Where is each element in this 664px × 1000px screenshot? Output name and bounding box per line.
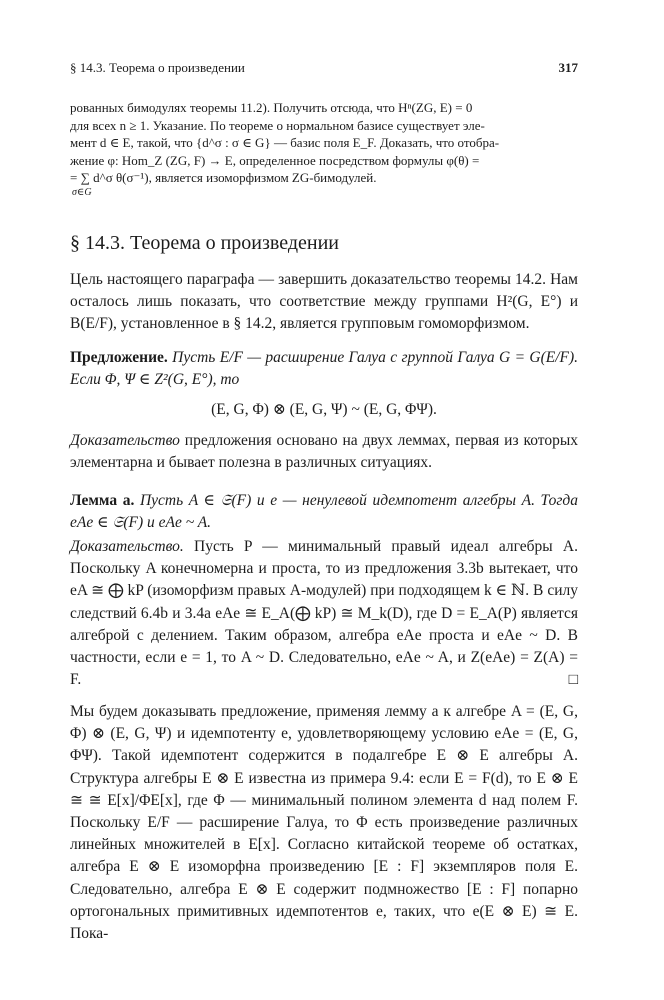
proposition	[70, 347, 578, 391]
exercise-formula-line	[70, 169, 578, 187]
section-title: § 14.3. Теорема о произведении	[70, 232, 340, 254]
sum-index: σ∈G	[72, 186, 92, 198]
proposition-label: Предложение.	[70, 349, 168, 366]
lemma	[70, 490, 578, 534]
exercise-line: для всех n ≥ 1. Указание. По теореме о нормальном базисе существует эле-	[70, 117, 485, 133]
exercise-line: мент d ∈ E, такой, что {d^σ : σ ∈ G} — базис поля E_F. Доказать, что отобра-	[70, 135, 500, 151]
page-number: 317	[558, 60, 578, 75]
proof-intro-label: Доказательство	[70, 432, 180, 449]
lemma-proof-text: Пусть P — минимальный правый идеал алгебры A. Поскольку A конечномерна и проста, то из предложения 3.3b вытекает, что eA ≅ ⨁ kP (изоморфизм правых A-модулей) при подходящем k ∈ ℕ. В силу следствий 6.4b и 3.4a eAe ≅ E_A(⨁ kP) ≅ M_k(D), где D = E_A(P) является алгеброй с делением. Таким образом, алгебра eAe проста и eAe ~ D. В частности, если e = 1, то A ~ D. Следовательно, eAe ~ A, и Z(eAe) = Z(A) = F.	[70, 538, 578, 689]
intro-paragraph: Цель настоящего параграфа — завершить доказательство теоремы 14.2. Нам осталось лишь показать, что соответствие между группами H²(G, E°) и B(E/F), установленное в § 14.2, является групповым гомоморфизмом.	[70, 271, 578, 333]
exercise-line: = ∑ d^σ θ(σ⁻¹), является изоморфизмом ZG-бимодулей.	[70, 170, 377, 186]
lemma-proof	[70, 536, 578, 691]
lemma-label: Лемма a.	[70, 492, 135, 509]
proof-intro-text: предложения основано на двух леммах, первая из которых элементарна и бывает полезна в различных ситуациях.	[70, 432, 578, 472]
exercise-line: рованных бимодулях теоремы 11.2). Получить отсюда, что Hⁿ(ZG, E) = 0	[70, 100, 473, 115]
proposition-equation: (E, G, Φ) ⊗ (E, G, Ψ) ~ (E, G, ΦΨ).	[211, 401, 437, 418]
final-paragraph: Мы будем доказывать предложение, применяя лемму a к алгебре A = (E, G, Φ) ⊗ (E, G, Ψ) и идемпотенту e, удовлетворяющему условию eAe = (E, G, ΦΨ). Такой идемпотент содержится в подалгебре E ⊗ E алгебры A. Структура алгебры E ⊗ E известна из примера 9.4: если E = F(d), то E ⊗ E ≅ ≅ E[x]/ΦE[x], где Φ — минимальный полином элемента d над полем F. Поскольку E/F — расширение Галуа, то Φ есть произведение различных линейных множителей в E[x]. Согласно китайской теореме об остатках, алгебра E ⊗ E изоморфна произведению [E : F] экземпляров поля E. Следовательно, алгебра E ⊗ E содержит подмножество [E : F] попарно ортогональных примитивных идемпотентов e, таких, что e(E ⊗ E) ≅ E. Пока-	[70, 703, 578, 943]
exercise-text	[70, 99, 578, 199]
proposition-text: Пусть E/F — расширение Галуа с группой Галуа G = G(E/F). Если Φ, Ψ ∈ Z²(G, E°), то	[70, 349, 579, 389]
running-head	[70, 60, 578, 76]
exercise-line: жение φ: Hom_Z (ZG, F) → E, определенное посредством формулы φ(θ) =	[70, 152, 480, 168]
qed-mark: □	[568, 671, 578, 689]
running-head-title: § 14.3. Теорема о произведении	[70, 60, 245, 75]
lemma-text: Пусть A ∈ 𝔖(F) и e — ненулевой идемпотент алгебры A. Тогда eAe ∈ 𝔖(F) и eAe ~ A.	[70, 492, 579, 532]
proof-intro-paragraph	[70, 430, 578, 474]
lemma-proof-label: Доказательство.	[70, 538, 184, 555]
